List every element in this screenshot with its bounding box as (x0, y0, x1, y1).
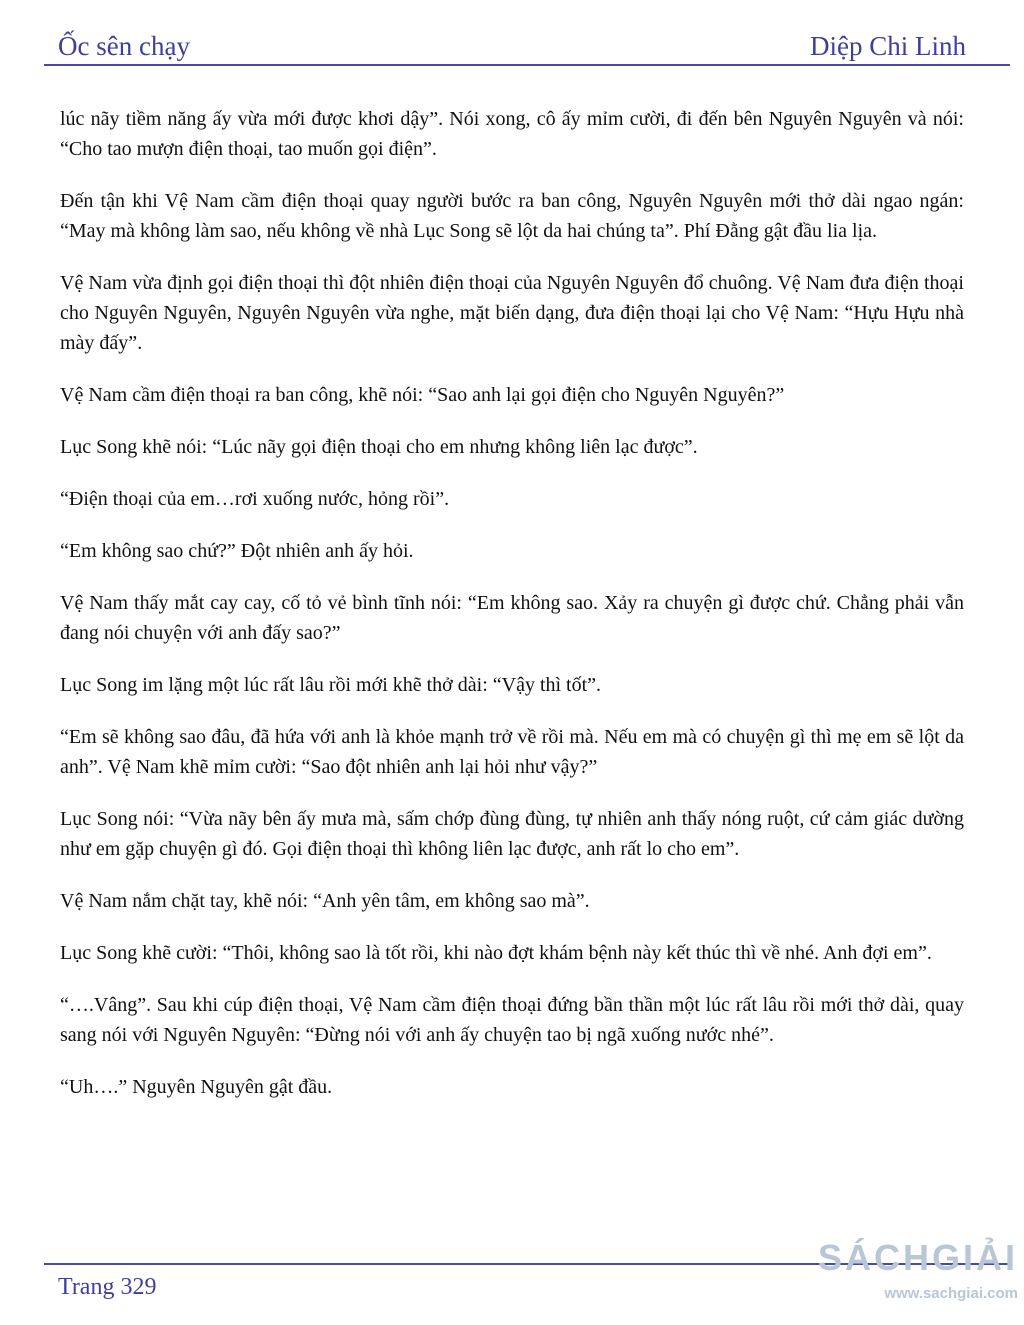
paragraph: Lục Song nói: “Vừa nãy bên ấy mưa mà, sấm chớp đùng đùng, tự nhiên anh thấy nóng ruột, cứ cảm giác dường như em gặp chuyện gì đó. Gọi điện thoại thì không liên lạc được, anh rất lo cho em”. (60, 808, 964, 860)
paragraph: Vệ Nam cầm điện thoại ra ban công, khẽ nói: “Sao anh lại gọi điện cho Nguyên Nguyên?” (60, 384, 785, 406)
paragraph: “Em không sao chứ?” Đột nhiên anh ấy hỏi. (60, 540, 414, 562)
paragraph: “Uh….” Nguyên Nguyên gật đầu. (60, 1076, 333, 1098)
book-title: Ốc sên chạy (58, 31, 190, 61)
watermark-logo (818, 1232, 1018, 1322)
paragraph: Lục Song im lặng một lúc rất lâu rồi mới khẽ thở dài: “Vậy thì tốt”. (60, 674, 602, 696)
paragraph: Vệ Nam thấy mắt cay cay, cố tỏ vẻ bình tĩnh nói: “Em không sao. Xảy ra chuyện gì được chứ. Chẳng phải vẫn đang nói chuyện với anh đấy sao?” (60, 592, 964, 644)
paragraph: “….Vâng”. Sau khi cúp điện thoại, Vệ Nam cầm điện thoại đứng bần thần một lúc rất lâu rồi mới thở dài, quay sang nói với Nguyên Nguyên: “Đừng nói với anh ấy chuyện tao bị ngã xuống nước nhé”. (60, 994, 964, 1046)
watermark-url: www.sachgiai.com (884, 1285, 1018, 1302)
page-number: Trang 329 (58, 1274, 157, 1300)
paragraph: Đến tận khi Vệ Nam cầm điện thoại quay người bước ra ban công, Nguyên Nguyên mới thở dài ngao ngán: “May mà không làm sao, nếu không về nhà Lục Song sẽ lột da hai chúng ta”. Phí Đằng gật đầu lia lịa. (60, 190, 964, 242)
paragraph: “Em sẽ không sao đâu, đã hứa với anh là khỏe mạnh trở về rồi mà. Nếu em mà có chuyện gì thì mẹ em sẽ lột da anh”. Vệ Nam khẽ mỉm cười: “Sao đột nhiên anh lại hỏi như vậy?” (60, 726, 964, 778)
watermark-brand: SÁCHGIẢI (818, 1237, 1019, 1278)
header-divider (44, 64, 1010, 66)
paragraph: Vệ Nam nắm chặt tay, khẽ nói: “Anh yên tâm, em không sao mà”. (60, 890, 590, 912)
author-name: Diệp Chi Linh (810, 31, 966, 61)
paragraph: Vệ Nam vừa định gọi điện thoại thì đột nhiên điện thoại của Nguyên Nguyên đổ chuông. Vệ Nam đưa điện thoại cho Nguyên Nguyên, Nguyên Nguyên vừa nghe, mặt biến dạng, đưa điện thoại lại cho Vệ Nam: “Hựu Hựu nhà mày đấy”. (60, 272, 964, 354)
page-body (60, 104, 964, 1124)
paragraph: lúc nãy tiềm năng ấy vừa mới được khơi dậy”. Nói xong, cô ấy mỉm cười, đi đến bên Nguyên Nguyên và nói: “Cho tao mượn điện thoại, tao muốn gọi điện”. (60, 108, 964, 160)
paragraph: “Điện thoại của em…rơi xuống nước, hỏng rồi”. (60, 488, 450, 510)
paragraph: Lục Song khẽ cười: “Thôi, không sao là tốt rồi, khi nào đợt khám bệnh này kết thúc thì về nhé. Anh đợi em”. (60, 942, 932, 964)
paragraph: Lục Song khẽ nói: “Lúc nãy gọi điện thoại cho em nhưng không liên lạc được”. (60, 436, 698, 458)
page-header (58, 24, 966, 62)
